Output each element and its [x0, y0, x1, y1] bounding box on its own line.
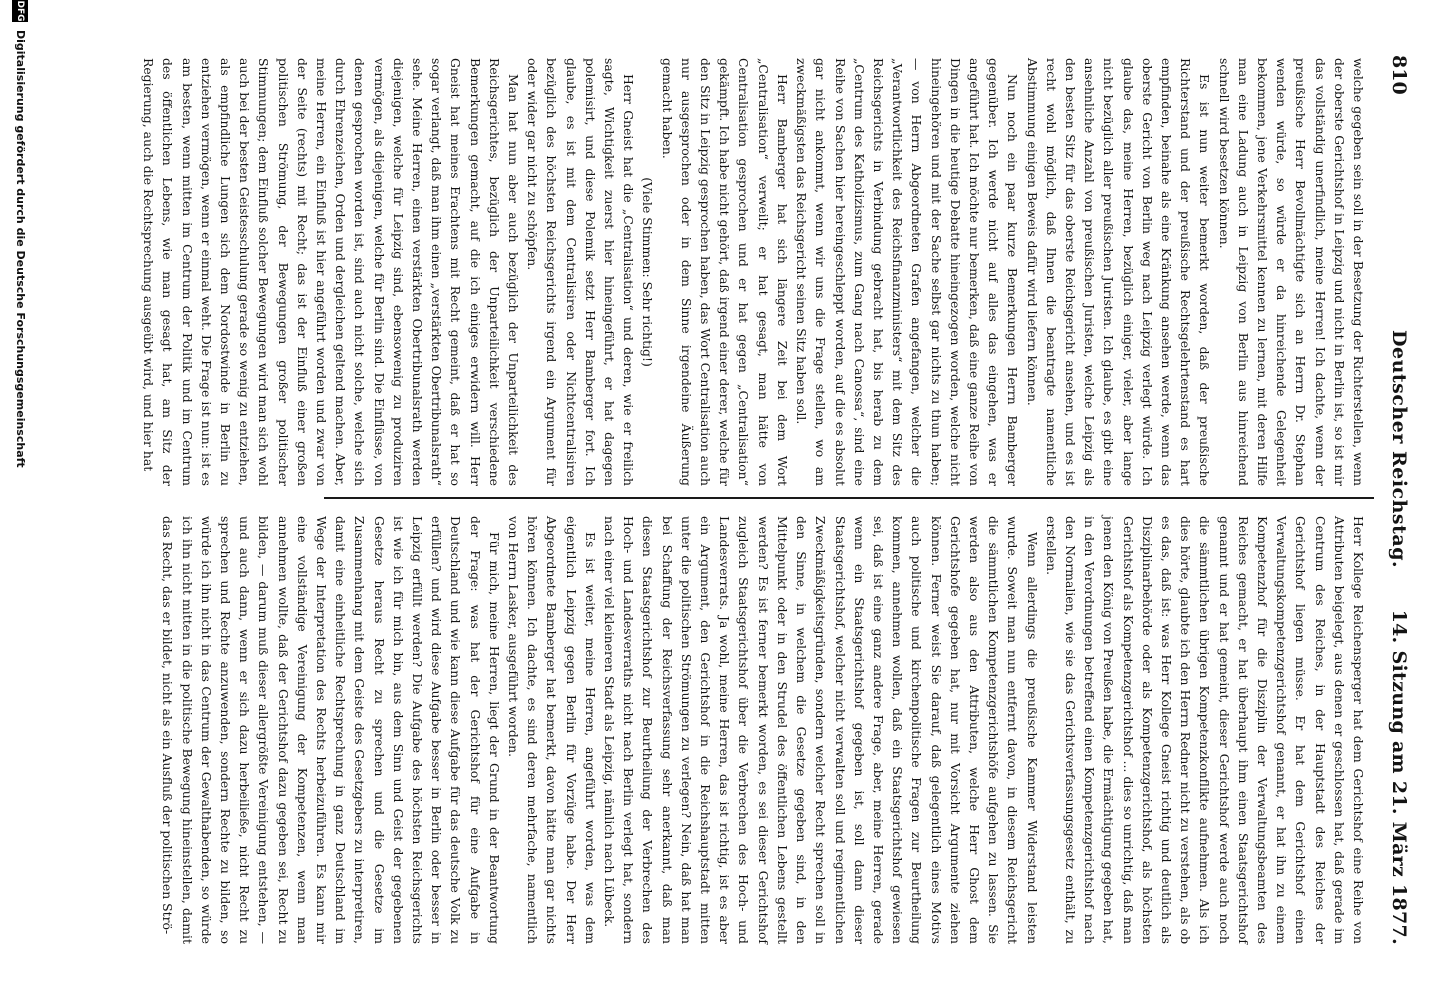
dfg-logo: DFG: [12, 0, 28, 22]
paragraph: Für mich, meine Herren, liegt der Grund in der Beantwortung der Frage: was hat der Gerichtshof für eine Aufgabe in Deutschland und wie kann diese Aufgabe für das deutsche Volk zu erfüllen? und wird diese Aufgabe besser in Berlin oder besser in Leipzig erfüllt werden? Die Aufgabe des höchsten Reichsgerichts ist wie ich für mich bin, aus dem Sinn und Geist der gegebenen Gesetze heraus Recht zu sprechen und die Gesetze im Zusammenhang mit dem Geiste des Gesetzgebers zu interpretiren, damit eine einheitliche Rechtsprechung in ganz Deutschland im Wege der Interpretation des Rechts herbeizuführen. Es kann mir eine vollständige Vereinigung der Kompetenzen, wenn man annehmen wollte, daß der Gerichtshof dazu gegeben sei, Recht zu bilden, — darum muß dieser allergrößte Vereinigung entstehen, — und auch dann, wenn er sich dazu herbeiließe, nicht Recht zu sprechen und Rechte anzuwenden, sondern Rechte zu bilden, so würde ich ihn nicht in das Centrum der Gewalthabenden, so würde ich ihn nicht mitten in die politische Bewegung hineinstellen, damit das Recht, das er bildet, nicht als ein Ausfluß der politischen Strö-: [160, 516, 502, 944]
paragraph: Man hat nun aber auch bezüglich der Unparteilichkeit des Reichsgerichtes, bezüglich der Unparteilichkeit verschiedene Bemerkungen gemacht, auf die ich einiges erwidern will. Herr Gneist hat meines Erachtens mit Recht gemeint, daß er hat so sogar verlangt, daß man ihm einen „verstärkten Obertribunalsrath“ sehe. Meine Herren, einen verstärkten Obertribunalsrath werden diejenigen, welche für Leipzig sind, ebensowenig zu produziren vermögen, als diejenigen, welche für Berlin sind. Die Einflüsse, von denen gesprochen worden ist, sind auch nicht solche, welche sich durch Ehrenzeichen, Orden und dergleichen geltend machen. Aber, meine Herren, ein Einfluß ist hier angeführt worden und zwar von der Seite (rechts) mit Recht; das ist der Einfluß einer großen politischen Strömung, der Bewegungen großer politischer Stimmungen; dem Einfluß solcher Bewegungen wird man sich wohl auch bei der besten Geistesschulung gerade so wenig zu entziehen, als empfindliche Lungen sich dem Nordostwinde in Berlin zu entziehen vermögen, wenn er einmal weht. Die Frage ist nun: ist es am besten, wenn mitten im Centrum der Politik und im Centrum des öffentlichen Lebens, wie man gesagt hat, am Sitz der Regierung, auch die Rechtsprechung ausgeübt wird, und hier hat: [141, 58, 522, 486]
paragraph: Herr Gneist hat die „Centralisation“ und deren, wie er freilich sagte, Wichtigkeit zuerst hier hineingeführt, er hat dagegen polemisirt, und diese Polemik setzt Herr Bamberger fort. Ich glaube, es ist mit dem Centralisiren oder Nichtcentralisiren bezüglich des höchsten Reichsgerichts irgend ein Argument für oder wider gar nicht zu schöpfen.: [525, 58, 637, 486]
page-number: 810: [1388, 55, 1410, 95]
paragraph: Herr Bamberger hat sich längere Zeit bei dem Wort „Centralisation“ verweilt; er hat gesagt, man hätte von Centralisation gesprochen und er hat gegen „Centralisation“ gekämpft. Ich habe nicht gehört, daß irgend einer derer, welche für den Sitz in Leipzig gesprochen haben, das Wort Centralisation auch nur ausgesprochen oder in dem Sinne irgendeine Äußerung gemacht haben.: [659, 58, 790, 486]
session-date: 14. Sitzung am 21. März 1877.: [1388, 609, 1410, 945]
interjection: (Viele Stimmen: Sehr richtig!): [640, 177, 656, 367]
right-text-column: [158, 516, 1368, 944]
paragraph: Nun noch ein paar kurze Bemerkungen Herrn Bamberger gegenüber. Ich werde nicht auf alles das eingehen, was er angeführt hat. Ich möchte nur bemerken, daß eine ganze Reihe von Dingen in die heutige Debatte hineingezogen worden, welche nicht hineingehören und mit der Sache selbst gar nichts zu thun haben; — von Herrn Abgeordneten Grafen angefangen, welcher die „Verantwortlichkeit des Reichsfinanzministers“ mit dem Sitz des Reichsgerichts in Verbindung gebracht hat, bis herab zu dem „Centrum des Katholizismus, zum Gang nach Canossa“, sind eine Reihe von Sachen hier hereingeschleppt worden, auf die es absolut gar nicht ankommt, wenn wir uns die Frage stellen, wo am zweckmäßigsten das Reichsgericht seinen Sitz haben soll.: [794, 58, 1021, 486]
paragraph: Es ist weiter, meine Herren, angeführt worden, was dem eigentlich Leipzig gegen Berlin für Vorzüge habe. Der Herr Abgeordnete Bamberger hat bemerkt, davon hätte man gar nichts hören können. Ich dachte, es sind deren mehrfache, namentlich von Herrn Lasker, ausgeführt worden.: [506, 516, 598, 944]
paragraph: Herr Kollege Reichensperger hat dem Gerichtshof eine Reihe von Attributen beigelegt, aus denen er geschlossen hat, daß gerade im Centrum des Reiches, in der Hauptstadt des Reiches der Gerichtshof liegen müsse. Er hat dem Gerichtshof einen Verwaltungskompetenzgerichtshof genannt, er hat ihn zu einem Kompetenzhof für die Disziplin der Verwaltungsbeamten des Reiches gemacht, er hat überhaupt ihm einen Staatsgerichtshof genannt und er hat gemeint, dieser Gerichtshof werde auch noch die sämmtlichen übrigen Kompetenzkonflikte aufnehmen. Als ich dies hörte, glaubte ich den Herrn Redner nicht zu verstehen, als ob es das, daß ist: was Herr Kollege Gneist richtig und deutlich als Disziplinarbehörde oder als Kompetenzgerichtshof, als höchsten Gerichtshof als Kompetenzgerichtshof ... dies so unrichtig, daß man jenen den König von Preußen habe, die Ermächtigung gegeben hat, in den Verordnungen betreffend einen Kompetenzgerichtshof nach den Normalien, wie sie das Gerichtsverfassungsgesetz enthält, zu erstellen.: [1043, 516, 1366, 944]
paragraph: Wenn allerdings die preußische Kammer Widerstand leisten wurde. Soweit man nun entfernt davon, in diesem Reichsgericht die sämmtlichen Kompetenzgerichtshöfe aufgehen zu lassen. Sie werden also aus den Attributen, welche Herr Ghost dem Gerichtshofe gegeben hat, nur mit Vorsicht Argumente ziehen können. Ferner weist Sie darauf, daß gelegentlich eines Motivs auch politische und kirchenpolitische Fragen zur Beurtheilung kommen, annehmen wollen, daß ein Staatsgerichtshof gewiesen sei, daß ist eine ganz andere Frage, aber, meine Herren, gerade wenn ein Staatsgerichtshof gegeben ist, soll dann dieser Staatsgerichtshof, welcher nicht verwalten soll und regimentlichen Zweckmäßigkeitsgründen, sondern welcher Recht sprechen soll in den Sinne, in welchem die Gesetze gegeben sind, in den Mittelpunkt oder in den Strudel des öffentlichen Lebens gestellt werden? Es ist ferner bemerkt worden, es sei dieser Gerichtshof zugleich Staatsgerichtshof über die Verbrechen des Hoch- und Landesverrats. Ja wohl, meine Herren, das ist richtig, ist es aber ein Argument, den Gerichtshof in die Reichshauptstadt mitten unter die politischen Strömungen zu verlegen? Nein, daß hat man bei Schaffung der Reichsverfassung sehr anerkannt, daß man diesen Staatsgerichtshof zur Beurtheilung der Verbrechen des Hoch- und Landesverraths nicht nach Berlin verlegt hat, sondern nach einer viel kleineren Stadt als Leipzig, nämlich nach Lübeck.: [602, 516, 1040, 944]
column-divider: [324, 497, 1374, 499]
digitization-credit: [8, 0, 28, 1000]
paragraph: welche gegeben sein soll in der Besetzung der Richterstellen, wenn der oberste Gerichtshof in Leipzig und nicht in Berlin ist, so ist mir das vollständig unerfindlich, meine Herren! Ich dachte, wenn der preußische Herr Bevollmächtigte sich an Herrn Dr. Stephan wenden würde, so würde er da hinreichende Gelegenheit bekommen, jene Verkehrsmittel kennen zu lernen, mit deren Hilfe man eine Ladung auch in Leipzig von Berlin aus hinreichend schnell wird besetzen können.: [1216, 58, 1366, 486]
publication-title: Deutscher Reichstag.: [1388, 330, 1410, 569]
left-text-column: [139, 58, 1368, 486]
paragraph: Es ist nun weiter bemerkt worden, daß der preußische Richterstand und der preußische Rechtsgelehrtenstand es hart empfinden, beinahe als eine Kränkung ansehen werde, wenn das oberste Gericht von Berlin weg nach Leipzig verlegt würde. Ich glaube das, meine Herren, bezüglich einiger, vieler, aber lange nicht bezüglich aller preußischen Juristen. Ich glaube, es gibt eine ansehnliche Anzahl von preußischen Juristen, welche Leipzig als den besten Sitz für das oberste Reichsgericht ansehen, und es ist recht wohl möglich, daß Ihnen die beantragte namentliche Abstimmung einigen Beweis dafür wird liefern können.: [1024, 58, 1213, 486]
page-header: [1384, 55, 1414, 945]
credit-text: Digitalisierung gefördert durch die Deutsche Forschungsgemeinschaft: [14, 30, 27, 468]
